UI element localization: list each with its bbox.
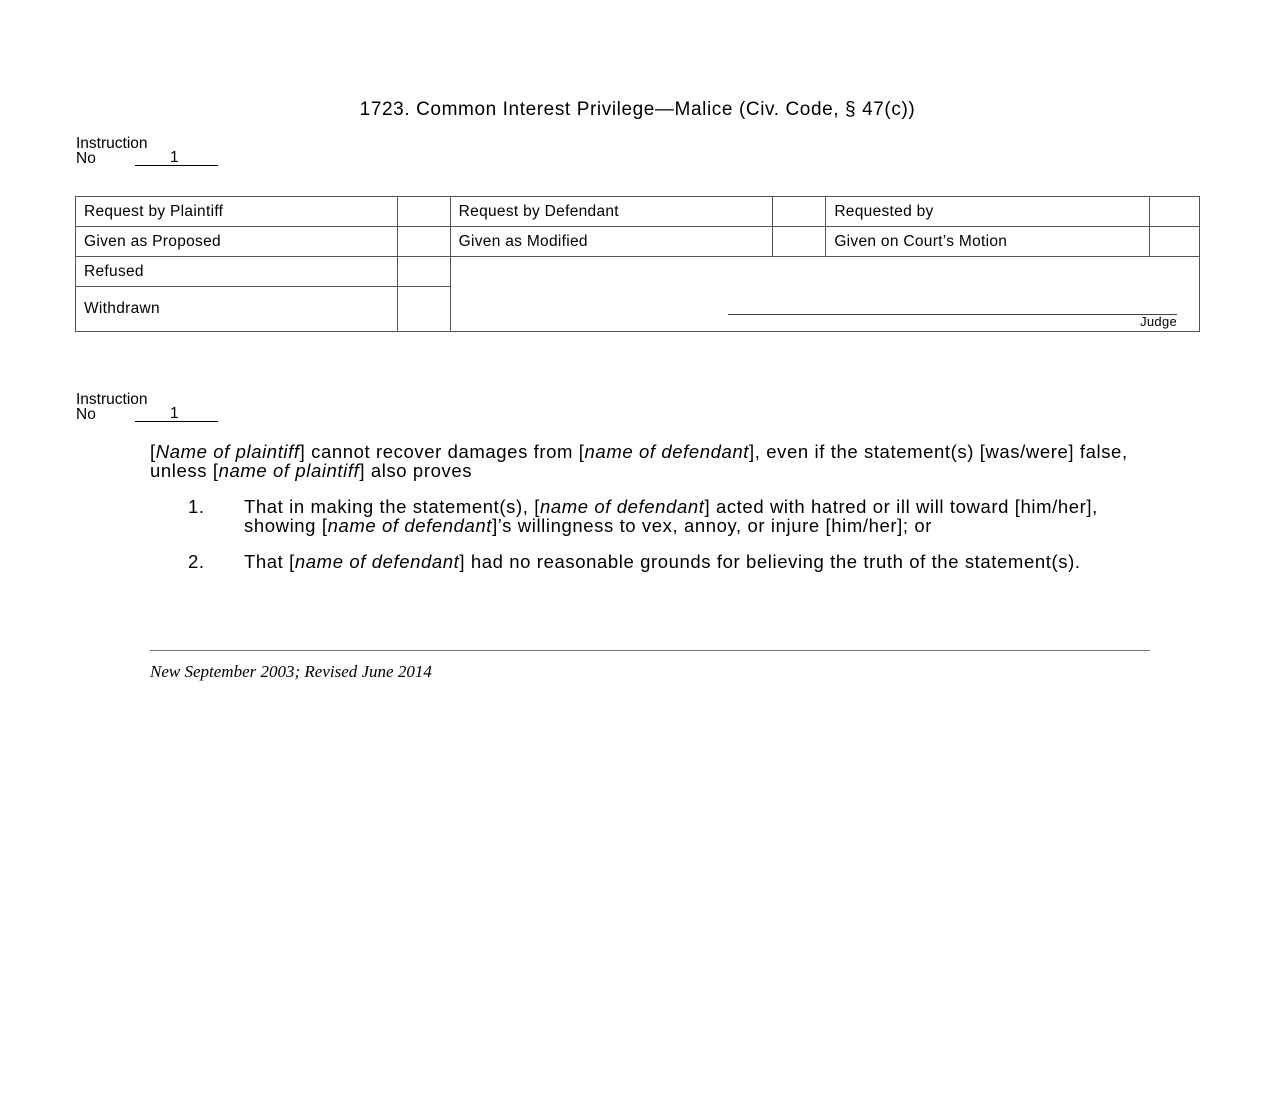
request-by-plaintiff-checkbox[interactable] bbox=[397, 197, 450, 227]
instruction-body bbox=[150, 442, 1150, 588]
text-run: That [ bbox=[244, 551, 295, 572]
given-as-modified-checkbox[interactable] bbox=[773, 227, 826, 257]
text-run: ] cannot recover damages from [ bbox=[299, 441, 585, 462]
text-run: ] acted with hatred or ill will toward [him/her], showing [ bbox=[244, 496, 1098, 536]
withdrawn-label: Withdrawn bbox=[76, 287, 398, 332]
text-run: ]’s willingness to vex, annoy, or injure [him/her]; or bbox=[492, 515, 932, 536]
divider bbox=[150, 650, 1150, 651]
list-item bbox=[150, 552, 1150, 571]
text-run: ] also proves bbox=[359, 460, 473, 481]
given-as-modified-label: Given as Modified bbox=[450, 227, 773, 257]
elements-list bbox=[150, 497, 1150, 571]
placeholder-plaintiff: name of plaintiff bbox=[218, 460, 360, 481]
instruction-number: 1 bbox=[135, 407, 218, 422]
page-title: 1723. Common Interest Privilege—Malice (Civ. Code, § 47(c)) bbox=[359, 99, 916, 120]
given-on-courts-motion-label: Given on Court’s Motion bbox=[826, 227, 1150, 257]
judge-label: Judge bbox=[1140, 314, 1177, 329]
text-run: ] had no reasonable grounds for believing the truth of the statement(s). bbox=[459, 551, 1081, 572]
text-run: That in making the statement(s), [ bbox=[244, 496, 540, 517]
judge-signature-line[interactable] bbox=[728, 314, 1177, 315]
placeholder-defendant: name of defendant bbox=[294, 551, 460, 572]
withdrawn-checkbox[interactable] bbox=[397, 287, 450, 332]
refused-label: Refused bbox=[76, 257, 398, 287]
requested-by-checkbox[interactable] bbox=[1150, 197, 1200, 227]
instruction-label: Instruction bbox=[76, 135, 148, 152]
instruction-number-block bbox=[76, 135, 179, 167]
request-by-defendant-label: Request by Defendant bbox=[450, 197, 773, 227]
list-item bbox=[150, 497, 1150, 535]
no-label: No bbox=[76, 150, 96, 167]
instruction-number-block-2 bbox=[76, 391, 179, 423]
refused-checkbox[interactable] bbox=[397, 257, 450, 287]
request-by-plaintiff-label: Request by Plaintiff bbox=[76, 197, 398, 227]
placeholder-defendant: name of defendant bbox=[327, 515, 493, 536]
given-as-proposed-label: Given as Proposed bbox=[76, 227, 398, 257]
placeholder-plaintiff: Name of plaintiff bbox=[155, 441, 300, 462]
request-status-table bbox=[75, 196, 1200, 332]
text-run: [ bbox=[150, 441, 156, 462]
judge-signature-area bbox=[450, 257, 1199, 332]
list-marker: 1. bbox=[188, 496, 205, 517]
revision-history: New September 2003; Revised June 2014 bbox=[150, 662, 432, 681]
instruction-intro bbox=[150, 442, 1150, 480]
list-marker: 2. bbox=[188, 551, 205, 572]
instruction-number: 1 bbox=[135, 151, 218, 166]
given-as-proposed-checkbox[interactable] bbox=[397, 227, 450, 257]
text-run: ], even if the statement(s) [was/were] false, unless [ bbox=[150, 441, 1128, 481]
given-on-courts-motion-checkbox[interactable] bbox=[1150, 227, 1200, 257]
placeholder-defendant: name of defendant bbox=[584, 441, 750, 462]
no-label: No bbox=[76, 406, 96, 423]
placeholder-defendant: name of defendant bbox=[539, 496, 705, 517]
request-by-defendant-checkbox[interactable] bbox=[773, 197, 826, 227]
instruction-label: Instruction bbox=[76, 391, 148, 408]
requested-by-label: Requested by bbox=[826, 197, 1150, 227]
